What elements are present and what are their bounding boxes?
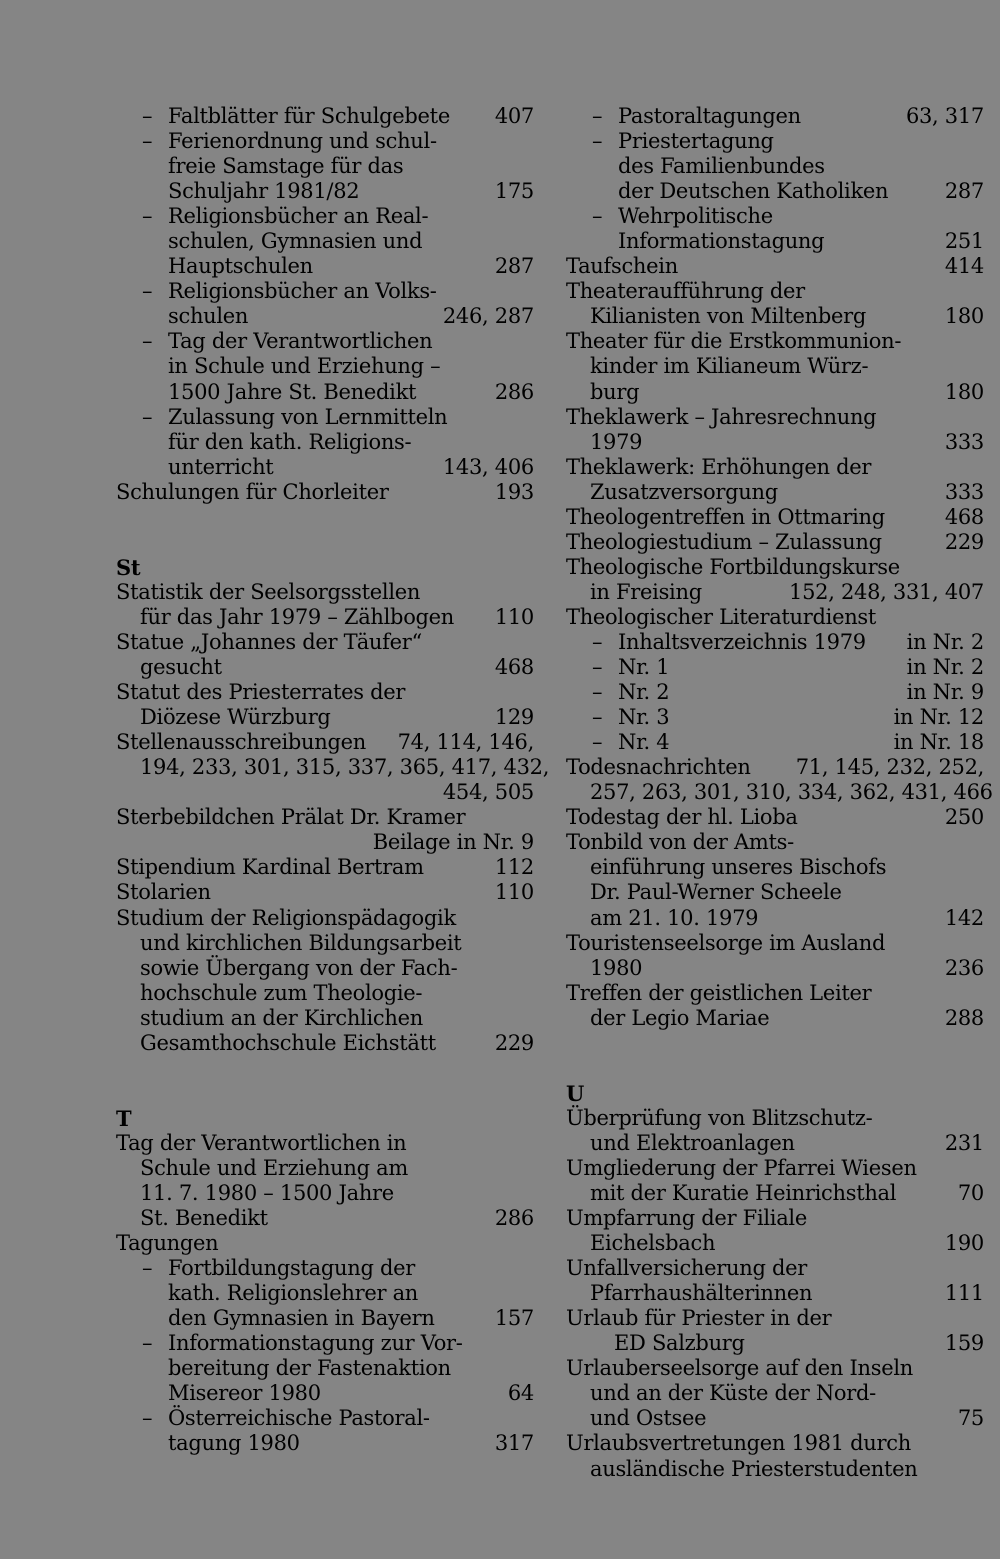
index-entry: [116, 329, 536, 354]
entry-text: des Familienbundes: [618, 154, 825, 179]
entry-text: Taufschein: [566, 254, 678, 279]
entry-text: Theologische Fortbildungskurse: [566, 554, 900, 579]
entry-text: 1980: [590, 955, 643, 980]
index-entry: [566, 329, 986, 354]
entry-text: Gesamthochschule Eichstätt: [140, 1030, 436, 1055]
index-entry: [116, 104, 536, 129]
subentry-dash: –: [142, 104, 153, 128]
page-reference: 159: [944, 1331, 984, 1356]
entry-text: schulen: [168, 304, 249, 329]
index-entry: [116, 830, 536, 855]
entry-text: Faltblätter für Schulgebete: [168, 104, 450, 128]
entry-text: Pfarrhaushälterinnen: [590, 1281, 813, 1306]
section-letter: U: [566, 1080, 585, 1106]
index-entry: [116, 1181, 536, 1206]
index-entry: [566, 1281, 986, 1306]
entry-text: Schule und Erziehung am: [140, 1155, 408, 1180]
entry-text: Zusatzversorgung: [590, 479, 778, 504]
page-reference: 287: [494, 254, 534, 279]
index-entry: [116, 304, 536, 329]
page-reference: 71, 145, 232, 252,: [795, 755, 984, 780]
entry-text: kath. Religionslehrer an: [168, 1281, 419, 1306]
index-entry: [566, 1156, 986, 1181]
index-entry: [566, 1406, 986, 1431]
index-entry: [566, 580, 986, 605]
page-reference: 317: [494, 1431, 534, 1456]
page-reference: 64: [507, 1381, 534, 1406]
page-reference: 110: [494, 604, 534, 629]
entry-text: ausländische Priesterstudenten: [590, 1456, 918, 1481]
index-entry: [566, 830, 986, 855]
entry-text: Theklawerk: Erhöhungen der: [566, 454, 872, 479]
index-entry: [566, 630, 986, 655]
page-reference: in Nr. 9: [906, 680, 984, 705]
index-entry: [116, 179, 536, 204]
index-entry: [116, 1156, 536, 1181]
subentry-dash: –: [592, 104, 603, 128]
entry-text: Informationstagung: [618, 229, 825, 254]
entry-text: Ferienordnung und schul-: [168, 129, 437, 154]
index-entry: [566, 956, 986, 981]
entry-text: 11. 7. 1980 – 1500 Jahre: [140, 1181, 394, 1206]
page-reference: 333: [944, 479, 984, 504]
index-entry: [566, 354, 986, 379]
entry-text: 194, 233, 301, 315, 337, 365, 417, 432,: [140, 755, 550, 780]
entry-text: Tagungen: [116, 1231, 219, 1256]
entry-text: Misereor 1980: [168, 1381, 321, 1406]
entry-text: Hauptschulen: [168, 254, 313, 279]
entry-text: Pastoraltagungen: [618, 104, 801, 128]
index-entry: [566, 880, 986, 905]
entry-text: ED Salzburg: [614, 1331, 745, 1356]
page-reference: 112: [494, 855, 534, 880]
subentry-dash: –: [142, 129, 153, 154]
index-entry: [116, 430, 536, 455]
index-entry: [566, 805, 986, 830]
entry-text: Religionsbücher an Real-: [168, 204, 429, 229]
index-entry: [566, 1131, 986, 1156]
index-entry: [116, 1231, 536, 1256]
entry-text: Urlaubsvertretungen 1981 durch: [566, 1431, 911, 1456]
index-entry: [116, 780, 536, 805]
index-entry: [566, 605, 986, 630]
entry-text: Theologentreffen in Ottmaring: [566, 504, 885, 529]
page-reference: 229: [944, 529, 984, 554]
blank-line: [116, 1056, 536, 1081]
page-reference: 74, 114, 146,: [397, 730, 534, 755]
entry-text: Stellenausschreibungen: [116, 730, 366, 755]
page-reference: 190: [944, 1231, 984, 1256]
entry-text: Nr. 4: [618, 730, 670, 755]
page-reference: 333: [944, 429, 984, 454]
index-entry: [116, 480, 536, 505]
entry-text: Dr. Paul-Werner Scheele: [590, 880, 842, 905]
entry-text: Touristenseelsorge im Ausland: [566, 930, 886, 955]
index-entry: [116, 605, 536, 630]
index-entry: [566, 505, 986, 530]
index-entry: [566, 555, 986, 580]
page-reference: 229: [494, 1030, 534, 1055]
page-reference: 250: [944, 805, 984, 830]
subentry-dash: –: [142, 329, 153, 354]
entry-text: Stipendium Kardinal Bertram: [116, 855, 424, 880]
page-reference: 75: [957, 1406, 984, 1431]
index-entry: [116, 1006, 536, 1031]
entry-text: 1979: [590, 429, 643, 454]
index-entry: [116, 855, 536, 880]
page-reference: 407: [494, 104, 534, 128]
entry-text: Treffen der geistlichen Leiter: [566, 980, 872, 1005]
page-reference: 111: [944, 1281, 984, 1306]
entry-text: am 21. 10. 1979: [590, 905, 759, 930]
entry-text: Nr. 2: [618, 680, 670, 705]
entry-text: in Schule und Erziehung –: [168, 354, 441, 379]
index-entry: [116, 1331, 536, 1356]
index-entry: [116, 680, 536, 705]
index-entry: [566, 254, 986, 279]
entry-text: Religionsbücher an Volks-: [168, 279, 437, 304]
page-reference: 63, 317: [905, 104, 984, 128]
section-letter: St: [116, 554, 141, 580]
entry-text: sowie Übergang von der Fach-: [140, 955, 458, 980]
page-reference: 193: [494, 479, 534, 504]
page-reference: 468: [494, 655, 534, 680]
section-heading: [566, 1081, 986, 1106]
index-entry: [116, 906, 536, 931]
index-entry: [116, 455, 536, 480]
subentry-dash: –: [142, 404, 153, 429]
index-entry: [566, 380, 986, 405]
subentry-dash: –: [592, 680, 603, 705]
index-entry: [566, 129, 986, 154]
page-reference: 110: [494, 880, 534, 905]
index-entry: [116, 805, 536, 830]
entry-text: der Legio Mariae: [590, 1005, 770, 1030]
index-entry: [566, 1431, 986, 1456]
entry-text: Studium der Religionspädagogik: [116, 905, 456, 930]
entry-text: Theklawerk – Jahresrechnung: [566, 404, 877, 429]
index-entry: [116, 956, 536, 981]
page-reference: 231: [944, 1130, 984, 1155]
entry-text: und Elektroanlagen: [590, 1130, 795, 1155]
entry-text: und kirchlichen Bildungsarbeit: [140, 930, 462, 955]
section-heading: [116, 1106, 536, 1131]
entry-text: Eichelsbach: [590, 1231, 716, 1256]
page-reference: in Nr. 2: [906, 629, 984, 654]
index-entry: [566, 430, 986, 455]
index-entry: [116, 580, 536, 605]
index-entry: [116, 1356, 536, 1381]
entry-text: Tag der Verantwortlichen: [168, 329, 433, 354]
entry-text: Umpfarrung der Filiale: [566, 1206, 807, 1231]
entry-text: Kilianisten von Miltenberg: [590, 304, 867, 329]
entry-text: Überprüfung von Blitzschutz-: [566, 1105, 873, 1130]
page-reference: 468: [944, 504, 984, 529]
page-reference: 288: [944, 1005, 984, 1030]
index-entry: [566, 730, 986, 755]
entry-text: freie Samstage für das: [168, 154, 404, 179]
entry-text: Diözese Würzburg: [140, 705, 331, 730]
index-entry: [566, 279, 986, 304]
entry-text: Tag der Verantwortlichen in: [116, 1130, 407, 1155]
entry-text: Statut des Priesterrates der: [116, 680, 406, 705]
page-reference: 175: [494, 179, 534, 204]
entry-text: Theateraufführung der: [566, 279, 805, 304]
subentry-dash: –: [142, 279, 153, 304]
index-entry: [566, 906, 986, 931]
index-entry: [566, 1256, 986, 1281]
index-entry: [566, 1006, 986, 1031]
index-entry: [116, 1431, 536, 1456]
entry-text: mit der Kuratie Heinrichsthal: [590, 1181, 897, 1206]
entry-text: den Gymnasien in Bayern: [168, 1306, 435, 1331]
blank-line: [116, 1081, 536, 1106]
entry-text: Wehrpolitische: [618, 204, 773, 229]
entry-text: Stolarien: [116, 880, 211, 905]
index-entry: [566, 680, 986, 705]
index-entry: [566, 655, 986, 680]
page-reference: 70: [957, 1181, 984, 1206]
entry-text: Schuljahr 1981/82: [168, 179, 360, 204]
index-entry: [566, 405, 986, 430]
subentry-dash: –: [592, 655, 603, 680]
index-entry: [566, 780, 993, 805]
index-entry: [566, 179, 986, 204]
index-entry: [116, 755, 550, 780]
blank-line: [566, 1056, 986, 1081]
section-letter: T: [116, 1105, 132, 1131]
entry-text: der Deutschen Katholiken: [618, 179, 889, 204]
page-reference: 286: [494, 1206, 534, 1231]
index-entry: [566, 1457, 986, 1482]
entry-text: Sterbebildchen Prälat Dr. Kramer: [116, 805, 466, 830]
index-entry: [566, 981, 986, 1006]
index-entry: [116, 204, 536, 229]
index-entry: [566, 530, 986, 555]
entry-text: studium an der Kirchlichen: [140, 1005, 423, 1030]
index-entry: [116, 655, 536, 680]
index-entry: [566, 229, 986, 254]
entry-text: Schulungen für Chorleiter: [116, 479, 389, 504]
page-reference: 287: [944, 179, 984, 204]
subentry-dash: –: [142, 1406, 153, 1431]
index-entry: [116, 1131, 536, 1156]
index-entry: [116, 1206, 536, 1231]
index-entry: [116, 705, 536, 730]
page-reference: 129: [494, 705, 534, 730]
index-entry: [566, 455, 986, 480]
entry-text: einführung unseres Bischofs: [590, 855, 887, 880]
entry-text: burg: [590, 379, 640, 404]
entry-text: in Freising: [590, 579, 702, 604]
index-entry: [116, 1381, 536, 1406]
index-entry: [116, 354, 536, 379]
index-entry: [116, 229, 536, 254]
subentry-dash: –: [592, 204, 603, 229]
index-entry: [116, 380, 536, 405]
index-entry: [116, 1406, 536, 1431]
entry-text: bereitung der Fastenaktion: [168, 1356, 451, 1381]
entry-text: Theologiestudium – Zulassung: [566, 529, 882, 554]
page-reference: 180: [944, 304, 984, 329]
subentry-dash: –: [592, 629, 603, 654]
page-reference: in Nr. 12: [893, 705, 984, 730]
subentry-dash: –: [592, 129, 603, 154]
subentry-dash: –: [592, 730, 603, 755]
page-reference: Beilage in Nr. 9: [372, 830, 534, 855]
index-entry: [566, 154, 986, 179]
entry-text: tagung 1980: [168, 1431, 300, 1456]
index-entry: [116, 254, 536, 279]
blank-line: [116, 530, 536, 555]
right-index-column: [566, 104, 993, 1482]
entry-text: St. Benedikt: [140, 1206, 268, 1231]
index-entry: [566, 1231, 986, 1256]
page-reference: 286: [494, 379, 534, 404]
index-entry: [566, 104, 986, 129]
entry-text: Priestertagung: [618, 129, 774, 154]
entry-text: Tonbild von der Amts-: [566, 830, 794, 855]
entry-text: Unfallversicherung der: [566, 1256, 808, 1281]
subentry-dash: –: [592, 705, 603, 730]
blank-line: [116, 505, 536, 530]
entry-text: für den kath. Religions-: [168, 429, 412, 454]
page-reference: 414: [944, 254, 984, 279]
index-entry: [116, 1031, 536, 1056]
entry-text: Inhaltsverzeichnis 1979: [618, 629, 866, 654]
entry-text: Theater für die Erstkommunion-: [566, 329, 902, 354]
entry-text: Todesnachrichten: [566, 755, 751, 780]
entry-text: und Ostsee: [590, 1406, 707, 1431]
entry-text: 1500 Jahre St. Benedikt: [168, 379, 417, 404]
index-entry: [116, 405, 536, 430]
entry-text: Statue „Johannes der Täufer“: [116, 629, 422, 654]
entry-text: Informationstagung zur Vor-: [168, 1331, 463, 1356]
page-reference: 251: [944, 229, 984, 254]
index-entry: [566, 931, 986, 956]
subentry-dash: –: [142, 204, 153, 229]
page-reference: 246, 287: [442, 304, 534, 329]
entry-text: hochschule zum Theologie-: [140, 980, 423, 1005]
entry-text: Zulassung von Lernmitteln: [168, 404, 448, 429]
page-reference: 143, 406: [442, 454, 534, 479]
index-entry: [566, 480, 986, 505]
entry-text: schulen, Gymnasien und: [168, 229, 423, 254]
left-index-column: [116, 104, 550, 1457]
index-entry: [116, 981, 536, 1006]
index-entry: [566, 1381, 986, 1406]
page-reference: 157: [494, 1306, 534, 1331]
index-entry: [566, 1356, 986, 1381]
entry-text: Urlauberseelsorge auf den Inseln: [566, 1356, 913, 1381]
page-reference: 152, 248, 331, 407: [789, 579, 984, 604]
page-reference: in Nr. 18: [893, 730, 984, 755]
index-entry: [116, 1306, 536, 1331]
index-entry: [566, 1306, 986, 1331]
entry-text: Österreichische Pastoral-: [168, 1406, 430, 1431]
entry-text: Nr. 3: [618, 705, 670, 730]
entry-text: Todestag der hl. Lioba: [566, 805, 798, 830]
blank-line: [566, 1031, 986, 1056]
entry-text: kinder im Kilianeum Würz-: [590, 354, 869, 379]
index-entry: [566, 204, 986, 229]
page-reference: 454, 505: [442, 780, 534, 805]
entry-text: Fortbildungstagung der: [168, 1256, 416, 1281]
entry-text: Nr. 1: [618, 655, 670, 680]
index-entry: [116, 1256, 536, 1281]
index-entry: [116, 630, 536, 655]
page-reference: 180: [944, 379, 984, 404]
entry-text: gesucht: [140, 655, 222, 680]
subentry-dash: –: [142, 1256, 153, 1281]
entry-text: 257, 263, 301, 310, 334, 362, 431, 466: [590, 780, 993, 805]
page-reference: in Nr. 2: [906, 655, 984, 680]
index-entry: [566, 1206, 986, 1231]
index-entry: [566, 1106, 986, 1131]
index-entry: [566, 855, 986, 880]
index-entry: [116, 880, 536, 905]
entry-text: Statistik der Seelsorgsstellen: [116, 579, 421, 604]
entry-text: Urlaub für Priester in der: [566, 1306, 832, 1331]
index-entry: [116, 730, 536, 755]
page-reference: 142: [944, 905, 984, 930]
index-entry: [116, 279, 536, 304]
entry-text: Theologischer Literaturdienst: [566, 604, 877, 629]
section-heading: [116, 555, 536, 580]
index-entry: [116, 129, 536, 154]
entry-text: für das Jahr 1979 – Zählbogen: [140, 604, 455, 629]
subentry-dash: –: [142, 1331, 153, 1356]
index-entry: [116, 154, 536, 179]
entry-text: und an der Küste der Nord-: [590, 1381, 876, 1406]
index-entry: [116, 1281, 536, 1306]
page-reference: 236: [944, 955, 984, 980]
entry-text: unterricht: [168, 454, 274, 479]
index-entry: [566, 1181, 986, 1206]
index-entry: [566, 1331, 986, 1356]
index-entry: [566, 304, 986, 329]
index-entry: [116, 931, 536, 956]
index-entry: [566, 705, 986, 730]
entry-text: Umgliederung der Pfarrei Wiesen: [566, 1155, 917, 1180]
index-entry: [566, 755, 986, 780]
